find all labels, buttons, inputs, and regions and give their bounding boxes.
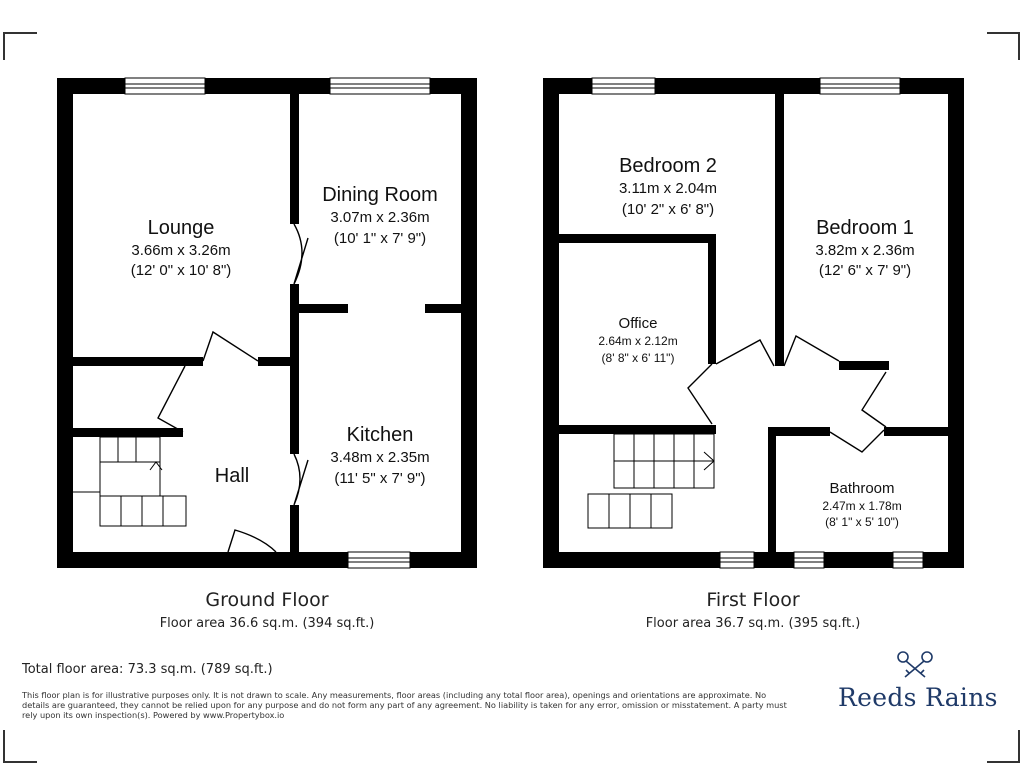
ground-floor-plan xyxy=(57,78,477,568)
bathroom-metric: 2.47m x 1.78m xyxy=(822,499,902,513)
kitchen-window xyxy=(348,552,410,568)
office-name: Office xyxy=(618,315,658,332)
bedroom1-metric: 3.82m x 2.36m xyxy=(815,242,915,259)
kitchen-name: Kitchen xyxy=(346,424,414,446)
office-metric: 2.64m x 2.12m xyxy=(598,334,678,348)
kitchen-door xyxy=(294,454,308,505)
first-floor-title: First Floor xyxy=(706,589,800,611)
hall-name: Hall xyxy=(214,465,250,487)
dining-metric: 3.07m x 2.36m xyxy=(330,209,430,226)
kitchen-imperial: (11' 5" x 7' 9") xyxy=(334,470,426,487)
lounge-imperial: (12' 0" x 10' 8") xyxy=(130,262,232,279)
bedroom2-imperial: (10' 2" x 6' 8") xyxy=(621,201,715,218)
dining-window xyxy=(330,78,430,94)
first-floor-stairs xyxy=(588,434,714,528)
ground-floor-area: Floor area 36.6 sq.m. (394 sq.ft.) xyxy=(159,616,375,631)
ground-floor-windows xyxy=(125,78,430,568)
bedroom2-name: Bedroom 2 xyxy=(619,155,717,177)
lounge-door xyxy=(203,332,258,361)
crop-marks xyxy=(4,33,1019,762)
lounge-name: Lounge xyxy=(147,217,215,239)
bedroom1-imperial: (12' 6" x 7' 9") xyxy=(818,262,912,279)
ground-floor-title: Ground Floor xyxy=(205,589,329,611)
first-floor-area: Floor area 36.7 sq.m. (395 sq.ft.) xyxy=(645,616,861,631)
office-door xyxy=(688,364,712,424)
ground-floor-stairs xyxy=(73,437,186,526)
closet-door xyxy=(862,372,886,427)
bedroom1-name: Bedroom 1 xyxy=(816,217,914,239)
bedroom2-window xyxy=(592,78,655,94)
bathroom-imperial: (8' 1" x 5' 10") xyxy=(825,515,899,529)
dining-door xyxy=(294,224,308,284)
dining-imperial: (10' 1" x 7' 9") xyxy=(333,230,427,247)
bathroom-window-left xyxy=(794,552,824,568)
bedroom2-door xyxy=(716,340,774,366)
bedroom1-door xyxy=(784,336,839,366)
lounge-window xyxy=(125,78,205,94)
lounge-metric: 3.66m x 3.26m xyxy=(131,242,231,259)
bedroom1-window xyxy=(820,78,900,94)
front-door xyxy=(228,530,276,552)
landing-window xyxy=(720,552,754,568)
total-floor-area: Total floor area: 73.3 sq.m. (789 sq.ft.) xyxy=(22,662,273,677)
hall-closet-door xyxy=(158,366,185,432)
disclaimer-text: This floor plan is for illustrative purposes only. It is not drawn to scale. Any measurements, floor areas (including any total floor area), openings and orientations are approximate. No details are guaranteed, they cannot be relied upon for any purpose and do not form any part of any agreement. No liability is taken for any error, omission or misstatement. A party must rely upon its own inspection(s). Powered by www.Propertybox.io xyxy=(22,690,787,720)
bedroom2-metric: 3.11m x 2.04m xyxy=(618,180,718,197)
dining-name: Dining Room xyxy=(322,184,438,206)
kitchen-metric: 3.48m x 2.35m xyxy=(330,449,430,466)
bathroom-name: Bathroom xyxy=(829,480,895,497)
office-imperial: (8' 8" x 6' 11") xyxy=(601,351,675,365)
bathroom-door xyxy=(830,430,884,452)
bathroom-window-right xyxy=(893,552,923,568)
crossed-keys-icon xyxy=(895,650,935,680)
brand-name: Reeds Rains xyxy=(838,683,998,712)
